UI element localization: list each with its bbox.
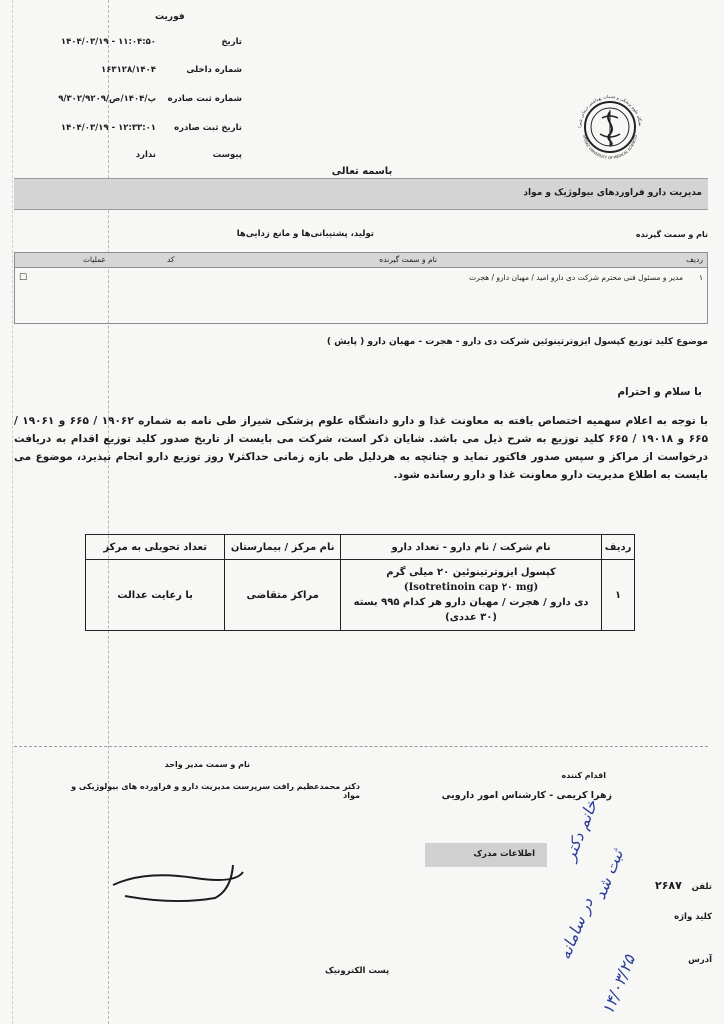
handwritten-note: خانم دکتر bbox=[560, 797, 602, 864]
cell-center: مراکز متقاضی bbox=[225, 560, 341, 631]
handwritten-date: ۱۴/۰۳/۲۵ bbox=[598, 952, 639, 1018]
meta-outgoing-number-label: شماره ثبت صادره bbox=[167, 94, 242, 104]
department-title: مدیریت دارو فراوردهای بیولوژیک و مواد bbox=[523, 188, 702, 198]
recipient-table-header bbox=[15, 253, 707, 268]
drug-line: (۳۰ عددی) bbox=[445, 612, 497, 623]
meta-attachment bbox=[2, 150, 242, 166]
actor-label: اقدام کننده bbox=[561, 771, 606, 780]
th-drug: نام شرکت / نام دارو - تعداد دارو bbox=[341, 535, 602, 560]
handwritten-note: ثبت شد bbox=[590, 846, 628, 903]
cell-drug bbox=[341, 560, 602, 631]
phone-value: ۲۶۸۷ bbox=[655, 879, 682, 892]
recipient-row-name: مدیر و مسئول فنی محترم شرکت دی دارو امید / مهبان دارو / هجرت bbox=[469, 273, 683, 282]
meta-outgoing-number bbox=[2, 94, 242, 110]
university-logo bbox=[571, 88, 649, 166]
separator-line bbox=[14, 746, 708, 747]
invocation: باسمه تعالی bbox=[331, 166, 393, 177]
drug-line: کپسول ایزوترتینوئین ۲۰ میلی گرم bbox=[386, 567, 556, 578]
recipient-row-action[interactable]: ☐ bbox=[19, 273, 28, 283]
th-qty: تعداد تحویلی به مرکز bbox=[86, 535, 225, 560]
meta-date bbox=[2, 37, 242, 53]
meta-outgoing-date-label: تاریخ ثبت صادره bbox=[174, 123, 242, 133]
manager-label: نام و سمت مدیر واحد bbox=[164, 760, 250, 769]
recipient-row bbox=[19, 273, 703, 287]
col-ops: عملیات bbox=[83, 255, 106, 264]
meta-outgoing-date bbox=[2, 123, 242, 139]
distribution-table bbox=[85, 534, 635, 631]
th-row: ردیف bbox=[602, 535, 635, 560]
manager-signature bbox=[105, 860, 250, 910]
logo-text-en: SHIRAZ UNIVERSITY OF MEDICAL SCIENCES bbox=[582, 134, 638, 161]
cell-num: ۱ bbox=[602, 560, 635, 631]
department-band bbox=[14, 178, 708, 210]
cell-qty: با رعایت عدالت bbox=[86, 560, 225, 631]
handwritten-note: در سامانه bbox=[555, 895, 597, 963]
drug-line: (Isotretinoin cap ۲۰ mg) bbox=[403, 582, 539, 593]
recipient-value: تولید، پشتیبانی‌ها و مانع زدایی‌ها bbox=[236, 229, 374, 239]
col-code: کد bbox=[167, 255, 175, 264]
meta-internal-number-label: شماره داخلی bbox=[186, 65, 242, 75]
greeting: با سلام و احترام bbox=[617, 386, 702, 398]
meta-internal-number bbox=[2, 65, 242, 81]
priority-label: فوریت bbox=[155, 12, 185, 22]
address-label: آدرس bbox=[688, 955, 712, 965]
recipient-table bbox=[14, 252, 708, 324]
logo-text: نشگاه علوم پزشکی و خدمات بهداشتی درمانی شیرا bbox=[576, 93, 644, 128]
col-row: ردیف bbox=[686, 255, 703, 264]
phone-label: تلفن bbox=[691, 882, 712, 892]
drug-line: دی دارو / هجرت / مهبان دارو هر کدام ۹۹۵ بسته bbox=[353, 597, 589, 608]
keyword-label: کلید واژه bbox=[674, 912, 712, 922]
doc-info-label: اطلاعات مدرک bbox=[473, 849, 535, 859]
meta-attachment-value: ندارد bbox=[135, 150, 156, 160]
meta-outgoing-date-value: ۱۴۰۴/۰۳/۱۹ - ۱۲:۳۳:۰۱ bbox=[60, 123, 156, 133]
meta-internal-number-value: ۱۶۳۱۲۸/۱۴۰۴ bbox=[101, 65, 156, 75]
table-row bbox=[86, 560, 635, 631]
actor-name: زهرا کریمی - کارشناس امور دارویی bbox=[441, 790, 612, 801]
manager-name: دکتر محمدعظیم رافت سرپرست مدیریت دارو و فراورده های بیولوژیکی و مواد bbox=[71, 782, 360, 800]
doc-info-box bbox=[425, 843, 547, 867]
th-center: نام مرکز / بیمارستان bbox=[225, 535, 341, 560]
meta-date-value: ۱۴۰۴/۰۳/۱۹ - ۱۱:۰۴:۵۰ bbox=[60, 37, 156, 47]
recipient-row-num: ۱ bbox=[698, 273, 703, 282]
meta-date-label: تاریخ bbox=[221, 37, 242, 47]
email-label: پست الکترونیک bbox=[325, 966, 390, 976]
meta-outgoing-number-value: ۹/۳۰۲/۹۲۰۹/پ/۱۴۰۴/ص bbox=[58, 94, 156, 104]
body-text: با توجه به اعلام سهمیه اختصاص یافته به معاونت غذا و دارو دانشگاه علوم پزشکی شیراز طی نامه به شماره ۱۹۰۶۲ / ۶۶۵ و ۱۹۰۶۱ / ۶۶۵ و ۱۹۰۱۸ / ۶۶۵ کلید توزیع به شرح ذیل می باشد. شایان ذکر است، شرکت می بایست از تاریخ صدور کلید توزیع اقدام به دریافت درخواست از مراکز و سپس صدور فاکتور نماید و چنانچه به هردلیل طی بازه زمانی حداکثر۷ روز توزیع دارو انجام نپذیرد، موضوع می بایست به اطلاع مدیریت دارو معاونت غذا و دارو رسانده شود. bbox=[14, 415, 709, 481]
meta-attachment-label: پیوست bbox=[212, 150, 242, 160]
recipient-label: نام و سمت گیرنده bbox=[635, 230, 708, 239]
subject: موضوع کلید توزیع کپسول ایزوترتینوئین شرکت دی دارو - هجرت - مهبان دارو ( پایش ) bbox=[326, 337, 708, 347]
col-name: نام و سمت گیرنده bbox=[379, 255, 437, 264]
